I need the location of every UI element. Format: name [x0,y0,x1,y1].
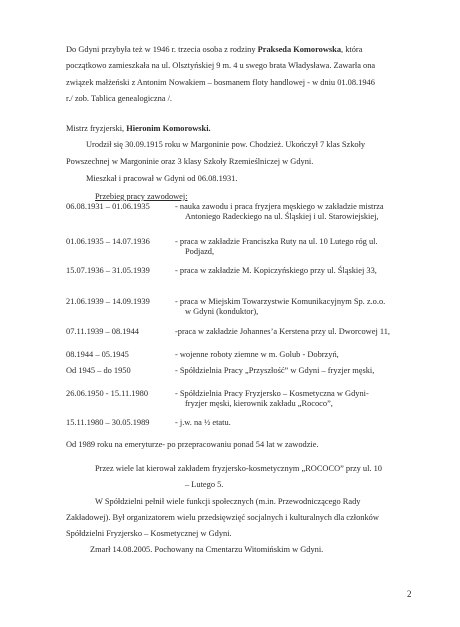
career-date: 06.08.1931 – 01.06.1935 [66,202,150,211]
mistrz-title [66,124,211,134]
career-desc: - j.w. na ½ etatu. [175,418,231,427]
intro-line-3: związek małżeński z Antonim Nowakiem – bosmanem floty handlowej - w dniu 01.08.1946 [66,78,375,87]
career-desc-cont: Podjazd, [185,247,215,256]
intro-text: Do Gdyni przybyła też w 1946 r. trzecia osoba z rodziny [66,45,258,54]
spoldzielnia-line-1: W Spółdzielni pełnił wiele funkcji społecznych (m.in. Przewodniczącego Rady [95,497,361,506]
career-desc-cont: Antoniego Radeckiego na ul. Śląskiej i ul. Starowiejskiej, [185,212,379,221]
intro-line-1 [66,45,362,55]
name-hieronim: Hieronim Komorowski. [126,124,211,133]
career-desc: - praca w zakładzie M. Kopiczyńskiego przy ul. Śląskiej 33, [175,266,377,275]
career-date: 01.06.1935 – 14.07.1936 [66,237,150,246]
career-date: Od 1945 – do 1950 [66,366,131,375]
retirement-line: Od 1989 roku na emeryturze- po przepracowaniu ponad 54 lat w zawodzie. [66,440,319,449]
career-heading: Przebieg pracy zawodowej: [95,192,188,201]
career-desc-cont: w Gdyni (konduktor), [185,307,259,316]
rococo-line-2: – Lutego 5. [185,480,224,489]
intro-line-4: r./ zob. Tablica genealogiczna /. [66,94,172,103]
mistrz-title-text: Mistrz fryzjerski, [66,124,127,133]
intro-line-2: początkowo zamieszkała na ul. Olsztyńskiej 9 m. 4 u swego brata Władysława. Zawarła ona [66,61,376,70]
career-date: 15.07.1936 – 31.05.1939 [66,266,150,275]
name-prakseda: Prakseda Komorowska [257,45,342,54]
career-desc: -praca w zakładzie Johannes’a Kerstena przy ul. Dworcowej 11, [175,327,391,336]
career-date: 26.06.1950 - 15.11.1980 [66,389,149,398]
mistrz-line-3: Mieszkał i pracował w Gdyni od 06.08.1931. [86,174,238,183]
career-desc: - Spółdzielnia Pracy „Przyszłość” w Gdyni – fryzjer męski, [175,366,375,375]
career-date: 08.1944 – 05.1945 [66,350,129,359]
death-line: Zmarł 14.08.2005. Pochowany na Cmentarzu Witomińskim w Gdyni. [90,545,324,554]
career-desc: - wojenne roboty ziemne w m. Golub - Dobrzyń, [175,350,339,359]
page-number: 2 [407,589,412,599]
intro-text: , która [341,45,363,54]
career-date: 21.06.1939 – 14.09.1939 [66,297,150,306]
mistrz-line-2: Powszechnej w Margoninie oraz 3 klasy Szkoły Rzemieślniczej w Gdyni. [66,157,314,166]
career-date: 15.11.1980 – 30.05.1989 [66,418,150,427]
mistrz-line-1: Urodził się 30.09.1915 roku w Margoninie pow. Chodzież. Ukończył 7 klas Szkoły [86,140,366,149]
spoldzielnia-line-2: Zakładowej). Był organizatorem wielu przedsięwzięć socjalnych i kulturalnych dla członków [66,513,379,522]
spoldzielnia-line-3: Spółdzielni Fryzjersko – Kosmetycznej w Gdyni. [66,529,232,538]
career-date: 07.11.1939 – 08.1944 [66,327,139,336]
career-desc: - Spółdzielnia Pracy Fryzjersko – Kosmetyczna w Gdyni- [175,389,369,398]
career-desc: - nauka zawodu i praca fryzjera męskiego w zakładzie mistrza [175,202,384,211]
career-desc: - praca w zakładzie Franciszka Ruty na ul. 10 Lutego róg ul. [175,237,378,246]
career-desc: - praca w Miejskim Towarzystwie Komunikacyjnym Sp. z.o.o. [175,297,386,306]
career-desc-cont: fryzjer męski, kierownik zakładu „Rococo”, [185,399,333,408]
rococo-line-1: Przez wiele lat kierował zakładem fryzjersko-kosmetycznym „ROCOCO” przy ul. 10 [95,464,382,473]
